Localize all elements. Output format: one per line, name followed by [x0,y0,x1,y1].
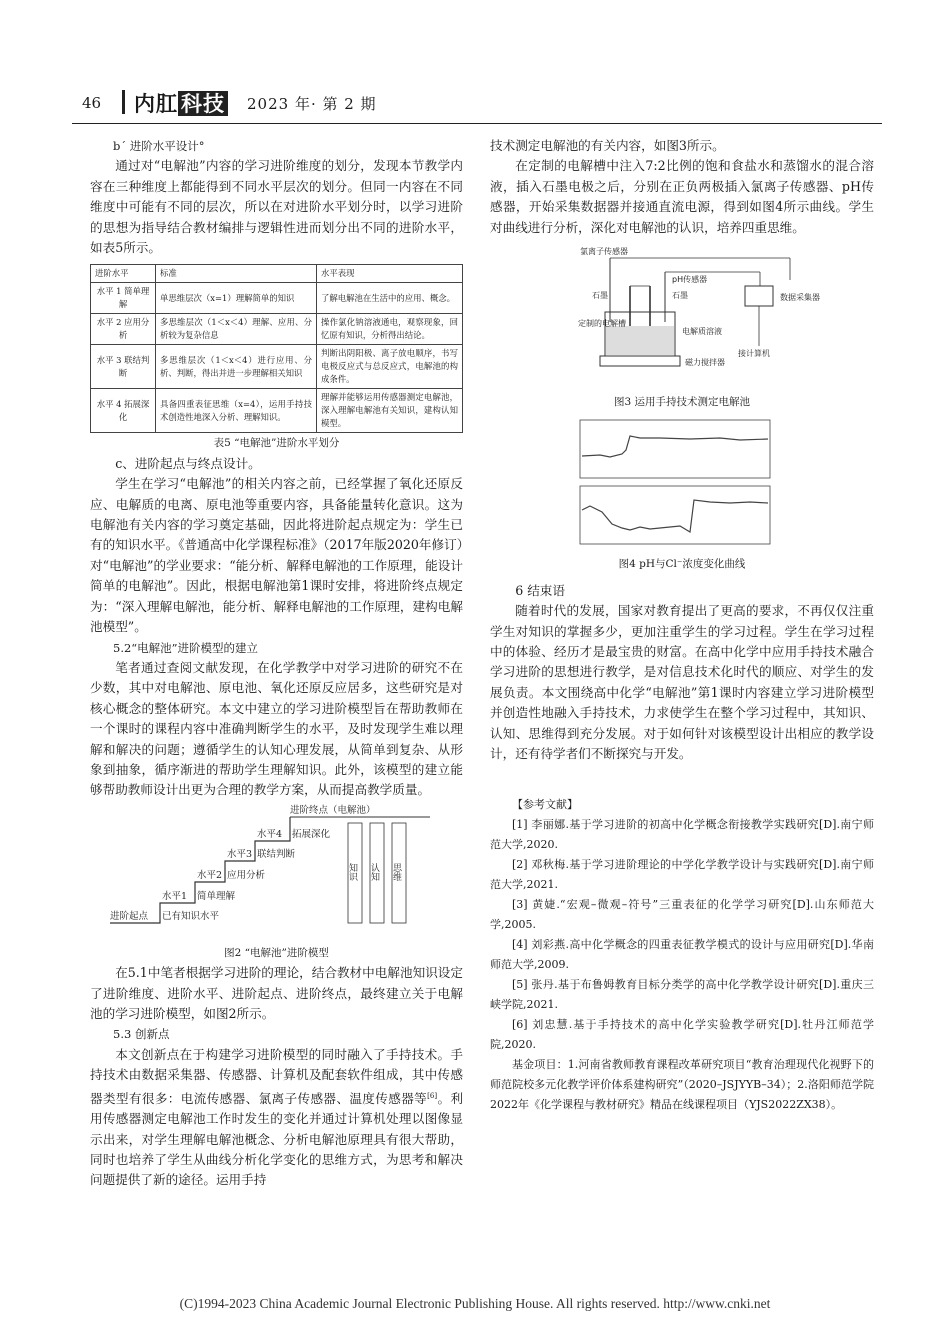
level-table [90,264,463,433]
fig2-step-3: 联结判断 [257,848,296,860]
subhead-b: b´ 进阶水平设计° [113,139,205,153]
reference-item: [5] 张丹.基于布鲁姆教育目标分类学的高中化学教学设计研究[D].重庆三峡学院,2021. [490,977,874,1011]
table-header-cell: 标准 [156,265,317,283]
fund-note: 基金项目：1.河南省教师教育课程改革研究项目“教育治理现代化视野下的师范院校多元化教学评价体系建构研究”（2020–JSJYYB–34）；2.洛阳师范学院2022年《化学课程与教材研究》精品在线课程项目（YJS2022ZX38）。 [490,1057,874,1111]
table-cell-performance: 操作氯化钠溶液通电，观察现象，回忆原有知识，分析得出结论。 [317,314,463,345]
right-para-2: 在定制的电解槽中注入7:2比例的饱和食盐水和蒸馏水的混合溶液，插入石墨电极之后，分别在正负两极插入氯离子传感器、pH传感器，开始采集数据器并接通直流电源，得到如图4所示曲线。学生对曲线进行分析，深化对电解池的认识，培养四重思维。 [490,158,874,235]
table-row [91,314,463,345]
fig3-label-cell: 定制的电解槽 [578,319,626,329]
reference-item: [4] 刘彩燕.高中化学概念的四重表征教学模式的设计与应用研究[D].华南师范大学,2009. [490,937,874,971]
table-cell-level: 水平 1 简单理解 [91,283,156,314]
left-para-2: 学生在学习“电解池”的相关内容之前，已经掌握了氧化还原反应、电解质的电离、原电池等重要内容，具备能量转化意识。这为电解池有关内容的学习奠定基础，因此将进阶起点规定为：学生已有的知识水平。《普通高中化学课程标准》（2017年版2020年修订）对“电解池”的学业要求：“能分析、解释电解池的工作原理，能设计简单的电解池”。因此，根据电解池第1课时安排，将进阶终点规定为：“深入理解电解池，能分析、解释电解池的工作原理，建构电解池模型”。 [90,476,463,635]
apparatus-figure [490,242,874,392]
table-header-cell: 进阶水平 [91,265,156,283]
fig2-step-4: 拓展深化 [292,828,331,840]
fig2-level-4: 水平4 [257,828,283,840]
section-5-3-heading: 5.3 创新点 [113,1027,170,1042]
copyright-footer: (C)1994-2023 China Academic Journal Electronic Publishing House. All rights reserved. http://www.cnki.net [179,1296,771,1311]
fig4-ph-curve [582,436,768,457]
table-row [91,389,463,433]
fig3-solution [606,326,674,355]
header-divider [122,90,125,114]
table-cell-performance: 了解电解池在生活中的应用、概念。 [317,283,463,314]
header-rule [72,123,882,124]
fig3-data-logger [745,286,773,306]
fig2-dim-thinking: 思维 [391,862,401,881]
left-para-1: 通过对“电解池”内容的学习进阶维度的划分，发现本节教学内容在三种维度上都能得到不同水平层次的划分。但同一内容在不同维度中可能有不同的层次，所以在对进阶水平划分时，以学习进阶的思想为指导结合教材编排与逻辑性进而划分出不同的进阶水平，如表5所示。 [90,158,463,256]
journal-name [134,88,228,118]
curve-figure [490,414,874,554]
fig2-dim-cognition: 认知 [369,862,379,881]
fig3-label-ph: pH传感器 [672,275,708,285]
journal-name-b: 科技 [178,91,228,116]
fig2-step-1: 简单理解 [197,890,236,902]
fig3-label-stirrer: 磁力搅拌器 [685,358,725,368]
fig4-panel-bottom [580,486,770,544]
left-para-5 [90,1045,463,1191]
fig3-label-logger: 数据采集器 [780,293,820,303]
references-title: 【参考文献】 [512,797,578,811]
fig3-label-computer: 接计算机 [738,349,770,359]
fig3-label-solution: 电解质溶液 [682,327,722,337]
table-cell-standard: 具备四重表征思维（x=4），运用手持技术创造性地深入分析、理解知识。 [156,389,317,433]
left-para-4: 在5.1中笔者根据学习进阶的理论，结合教材中电解池知识设定了进阶维度、进阶水平、进阶起点、进阶终点，最终建立关于电解池的学习进阶模型，如图2所示。 [90,965,463,1021]
fig2-level-2: 水平2 [197,869,223,881]
page-number: 46 [82,94,102,112]
left-column [90,136,463,1191]
fig4-caption: 图4 pH与Cl⁻浓度变化曲线 [618,558,746,571]
subhead-c: c、进阶起点与终点设计。 [115,455,261,471]
table-header-cell: 水平表现 [317,265,463,283]
right-para-3: 随着时代的发展，国家对教育提出了更高的要求，不再仅仅注重学生对知识的掌握多少，更加注重学生的学习过程。学生在学习过程中的体验、经历才是最宝贵的财富。在高中化学中应用手持技术融合学习进阶的思想进行教学，是对信息技术化时代的顺应、对学生的发展负责。本文围绕高中化学“电解池”第1课时内容建立学习进阶模型并创造性地融入手持技术，力求使学生在整个学习过程中，其知识、认知、思维得到充分发展。对于如何针对该模型设计出相应的教学设计，还有待学者们不断探究与开发。 [490,603,874,762]
citation-6: [6] [427,1091,438,1100]
table-row [91,345,463,389]
fig3-label-cl-sensor: 氯离子传感器 [580,247,628,257]
fig2-dim-knowledge: 知识 [347,862,357,881]
reference-item: [2] 邓秋梅.基于学习进阶理论的中学化学教学设计与实践研究[D].南宁师范大学,2021. [490,857,874,891]
fig2-caption: 图2 “电解池”进阶模型 [224,946,329,959]
fig2-step-2: 应用分析 [227,869,266,881]
table-cell-standard: 多思维层次（1＜x＜4）理解、应用、分析较为复杂信息 [156,314,317,345]
table-cell-level: 水平 3 联结判断 [91,345,156,389]
fig3-label-graphite-2: 石墨 [672,291,688,301]
fig3-stirrer [600,356,680,366]
section-5-2-heading: 5.2“电解池”进阶模型的建立 [113,640,259,655]
fig2-level-3: 水平3 [227,848,253,860]
right-column [490,136,874,1115]
left-para-5-b: 。利用传感器测定电解池工作时发生的变化并通过计算机处理以图像显示出来，对学生理解电解池概念、分析电解池原理具有很大帮助，同时也培养了学生从曲线分析化学变化的思维方式，为思考和解决问题提供了新的途径。运用手持 [90,1090,464,1188]
page-header [72,88,882,122]
table-cell-level: 水平 2 应用分析 [91,314,156,345]
table-cell-standard: 单思维层次（x=1）理解简单的知识 [156,283,317,314]
table-caption: 表5 “电解池”进阶水平划分 [213,437,340,450]
journal-name-a: 内肛 [134,91,178,116]
fig2-level-1: 水平1 [162,890,188,902]
left-para-5-a: 本文创新点在于构建学习进阶模型的同时融入了手持技术。手持技术由数据采集器、传感器、计算机及配套软件组成，其中传感器类型有很多：电流传感器、氯离子传感器、温度传感器等 [90,1046,463,1106]
table-cell-performance: 判断出阴阳极、离子放电顺序，书写电极反应式与总反应式，电解池的构成条件。 [317,345,463,389]
issue-label: 2023 年· 第 2 期 [247,95,377,113]
table-row [91,283,463,314]
fig4-panel-top [580,420,770,478]
table-header-row [91,265,463,283]
table-cell-performance: 理解并能够运用传感器测定电解池，深入理解电解池有关知识，建构认知模型。 [317,389,463,433]
fig2-start-label: 进阶起点 [110,910,149,922]
fig2-step-0: 已有知识水平 [162,910,220,922]
fig3-caption: 图3 运用手持技术测定电解池 [613,396,751,409]
table-cell-level: 水平 4 拓展深化 [91,389,156,433]
fig3-label-graphite-1: 石墨 [592,291,608,301]
fig4-cl-curve [582,500,768,532]
reference-item: [6] 刘忠慧.基于手持技术的高中化学实验教学研究[D].牡丹江师范学院,2020. [490,1017,874,1051]
right-para-1: 技术测定电解池的有关内容，如图3所示。 [490,138,725,153]
progression-model-figure [90,803,463,943]
reference-item: [1] 李丽娜.基于学习进阶的初高中化学概念衔接教学实践研究[D].南宁师范大学,2020. [490,817,874,851]
table-cell-standard: 多思维层次（1＜x＜4）进行应用、分析、判断，得出并进一步理解相关知识 [156,345,317,389]
reference-item: [3] 黄婕.“宏观–微观–符号”三重表征的化学学习研究[D].山东师范大学,2005. [490,897,874,931]
section-6-heading: 6 结束语 [515,582,565,598]
fig2-end-label: 进阶终点（电解池） [290,804,376,816]
left-para-3: 笔者通过查阅文献发现，在化学教学中对学习进阶的研究不在少数，其中对电解池、原电池、氧化还原反应居多，这些研究是对核心概念的整体研究。本文中建立的学习进阶模型旨在帮助教师在一个课时的课程内容中准确判断学生的水平，及时发现学生难以理解和解决的问题；遵循学生的认知心理发展，从简单到复杂、从形象到抽象，循序渐进的帮助学生理解知识。此外，该模型的建立能够帮助教师设计出更为合理的教学方案，从而提高教学质量。 [90,659,463,798]
